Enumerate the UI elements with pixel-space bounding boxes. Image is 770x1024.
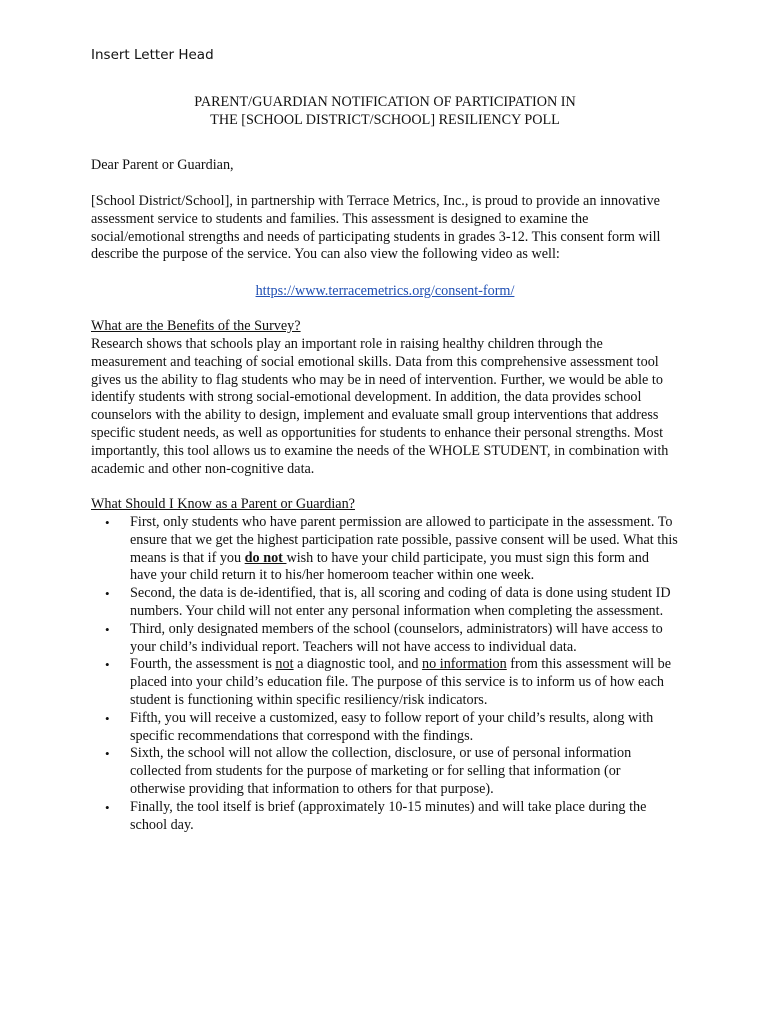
list-item bbox=[91, 621, 679, 657]
list-item-text: Sixth, the school will not allow the collection, disclosure, or use of personal information collected from students for the purpose of marketing or for selling that information (or otherwise providing that information to others for that purpose). bbox=[130, 745, 632, 797]
benefits-heading: What are the Benefits of the Survey? bbox=[91, 318, 301, 334]
intro-paragraph: [School District/School], in partnership with Terrace Metrics, Inc., is proud to provide an innovative assessment service to students and families. This assessment is designed to examine the social/emotional strengths and needs of participating students in grades 3-12. This consent form will describe the purpose of the service. You can also view the following video as well: bbox=[91, 193, 661, 263]
title-line-1: PARENT/GUARDIAN NOTIFICATION OF PARTICIPATION IN bbox=[194, 94, 576, 110]
parent-info-heading: What Should I Know as a Parent or Guardian? bbox=[91, 496, 355, 512]
bullet-icon: • bbox=[105, 657, 110, 673]
bullet-icon: • bbox=[105, 710, 110, 726]
parent-info-list bbox=[91, 514, 679, 834]
benefits-paragraph: Research shows that schools play an important role in raising healthy children through the measurement and teaching of social emotional skills. Data from this comprehensive assessment tool gives us the ability to flag students who may be in need of intervention. Further, we would be able to identify students with strong social-emotional development. In addition, the data provides school counselors with the ability to design, implement and evaluate small group interventions that address specific student needs, as well as opportunities for students to enhance their personal strengths. Most importantly, this tool allows us to examine the needs of the WHOLE STUDENT, in combination with academic and other non-cognitive data. bbox=[91, 336, 669, 477]
letterhead-placeholder: Insert Letter Head bbox=[91, 47, 214, 63]
list-item-text: Finally, the tool itself is brief (approximately 10-15 minutes) and will take place during the school day. bbox=[130, 798, 647, 833]
video-link[interactable]: https://www.terracemetrics.org/consent-form/ bbox=[255, 283, 515, 299]
bullet-icon: • bbox=[105, 799, 110, 815]
list-item bbox=[91, 585, 679, 621]
list-item bbox=[91, 514, 679, 585]
list-item bbox=[91, 710, 679, 746]
emphasis-not: not bbox=[275, 656, 294, 673]
bullet-icon: • bbox=[105, 621, 110, 637]
title-line-2: THE [SCHOOL DISTRICT/SCHOOL] RESILIENCY POLL bbox=[210, 111, 560, 128]
list-item bbox=[91, 799, 679, 835]
salutation: Dear Parent or Guardian, bbox=[91, 157, 234, 173]
video-link-row bbox=[91, 283, 679, 301]
emphasis-no-information: no information bbox=[422, 656, 507, 673]
list-item-text: Fifth, you will receive a customized, easy to follow report of your child’s results, along with specific recommendations that correspond with the findings. bbox=[130, 709, 654, 744]
bullet-icon: • bbox=[105, 515, 110, 530]
list-item-text: Third, only designated members of the school (counselors, administrators) will have access to your child’s individual report. Teachers will not have access to individual data. bbox=[130, 620, 663, 655]
list-item bbox=[91, 745, 679, 798]
list-item bbox=[91, 656, 679, 709]
bullet-icon: • bbox=[105, 586, 110, 602]
list-item-text: Fourth, the assessment is not a diagnostic tool, and no information from this assessment will be placed into your child’s education file. The purpose of this service is to inform us of how each student is functioning within specific resiliency/risk indicators. bbox=[130, 656, 672, 708]
list-item-text: First, only students who have parent permission are allowed to participate in the assessment. To ensure that we get the highest participation rate possible, passive consent will be used. What this means is that if you do not wish to have your child participate, you must sign this form and have your child return it to his/her homeroom teacher within one week. bbox=[130, 514, 678, 584]
emphasis-do-not: do not bbox=[244, 549, 287, 566]
document-title bbox=[91, 94, 679, 130]
bullet-icon: • bbox=[105, 746, 110, 762]
list-item-text: Second, the data is de-identified, that is, all scoring and coding of data is done using student ID numbers. Your child will not enter any personal information when completing the assessment. bbox=[130, 585, 671, 619]
